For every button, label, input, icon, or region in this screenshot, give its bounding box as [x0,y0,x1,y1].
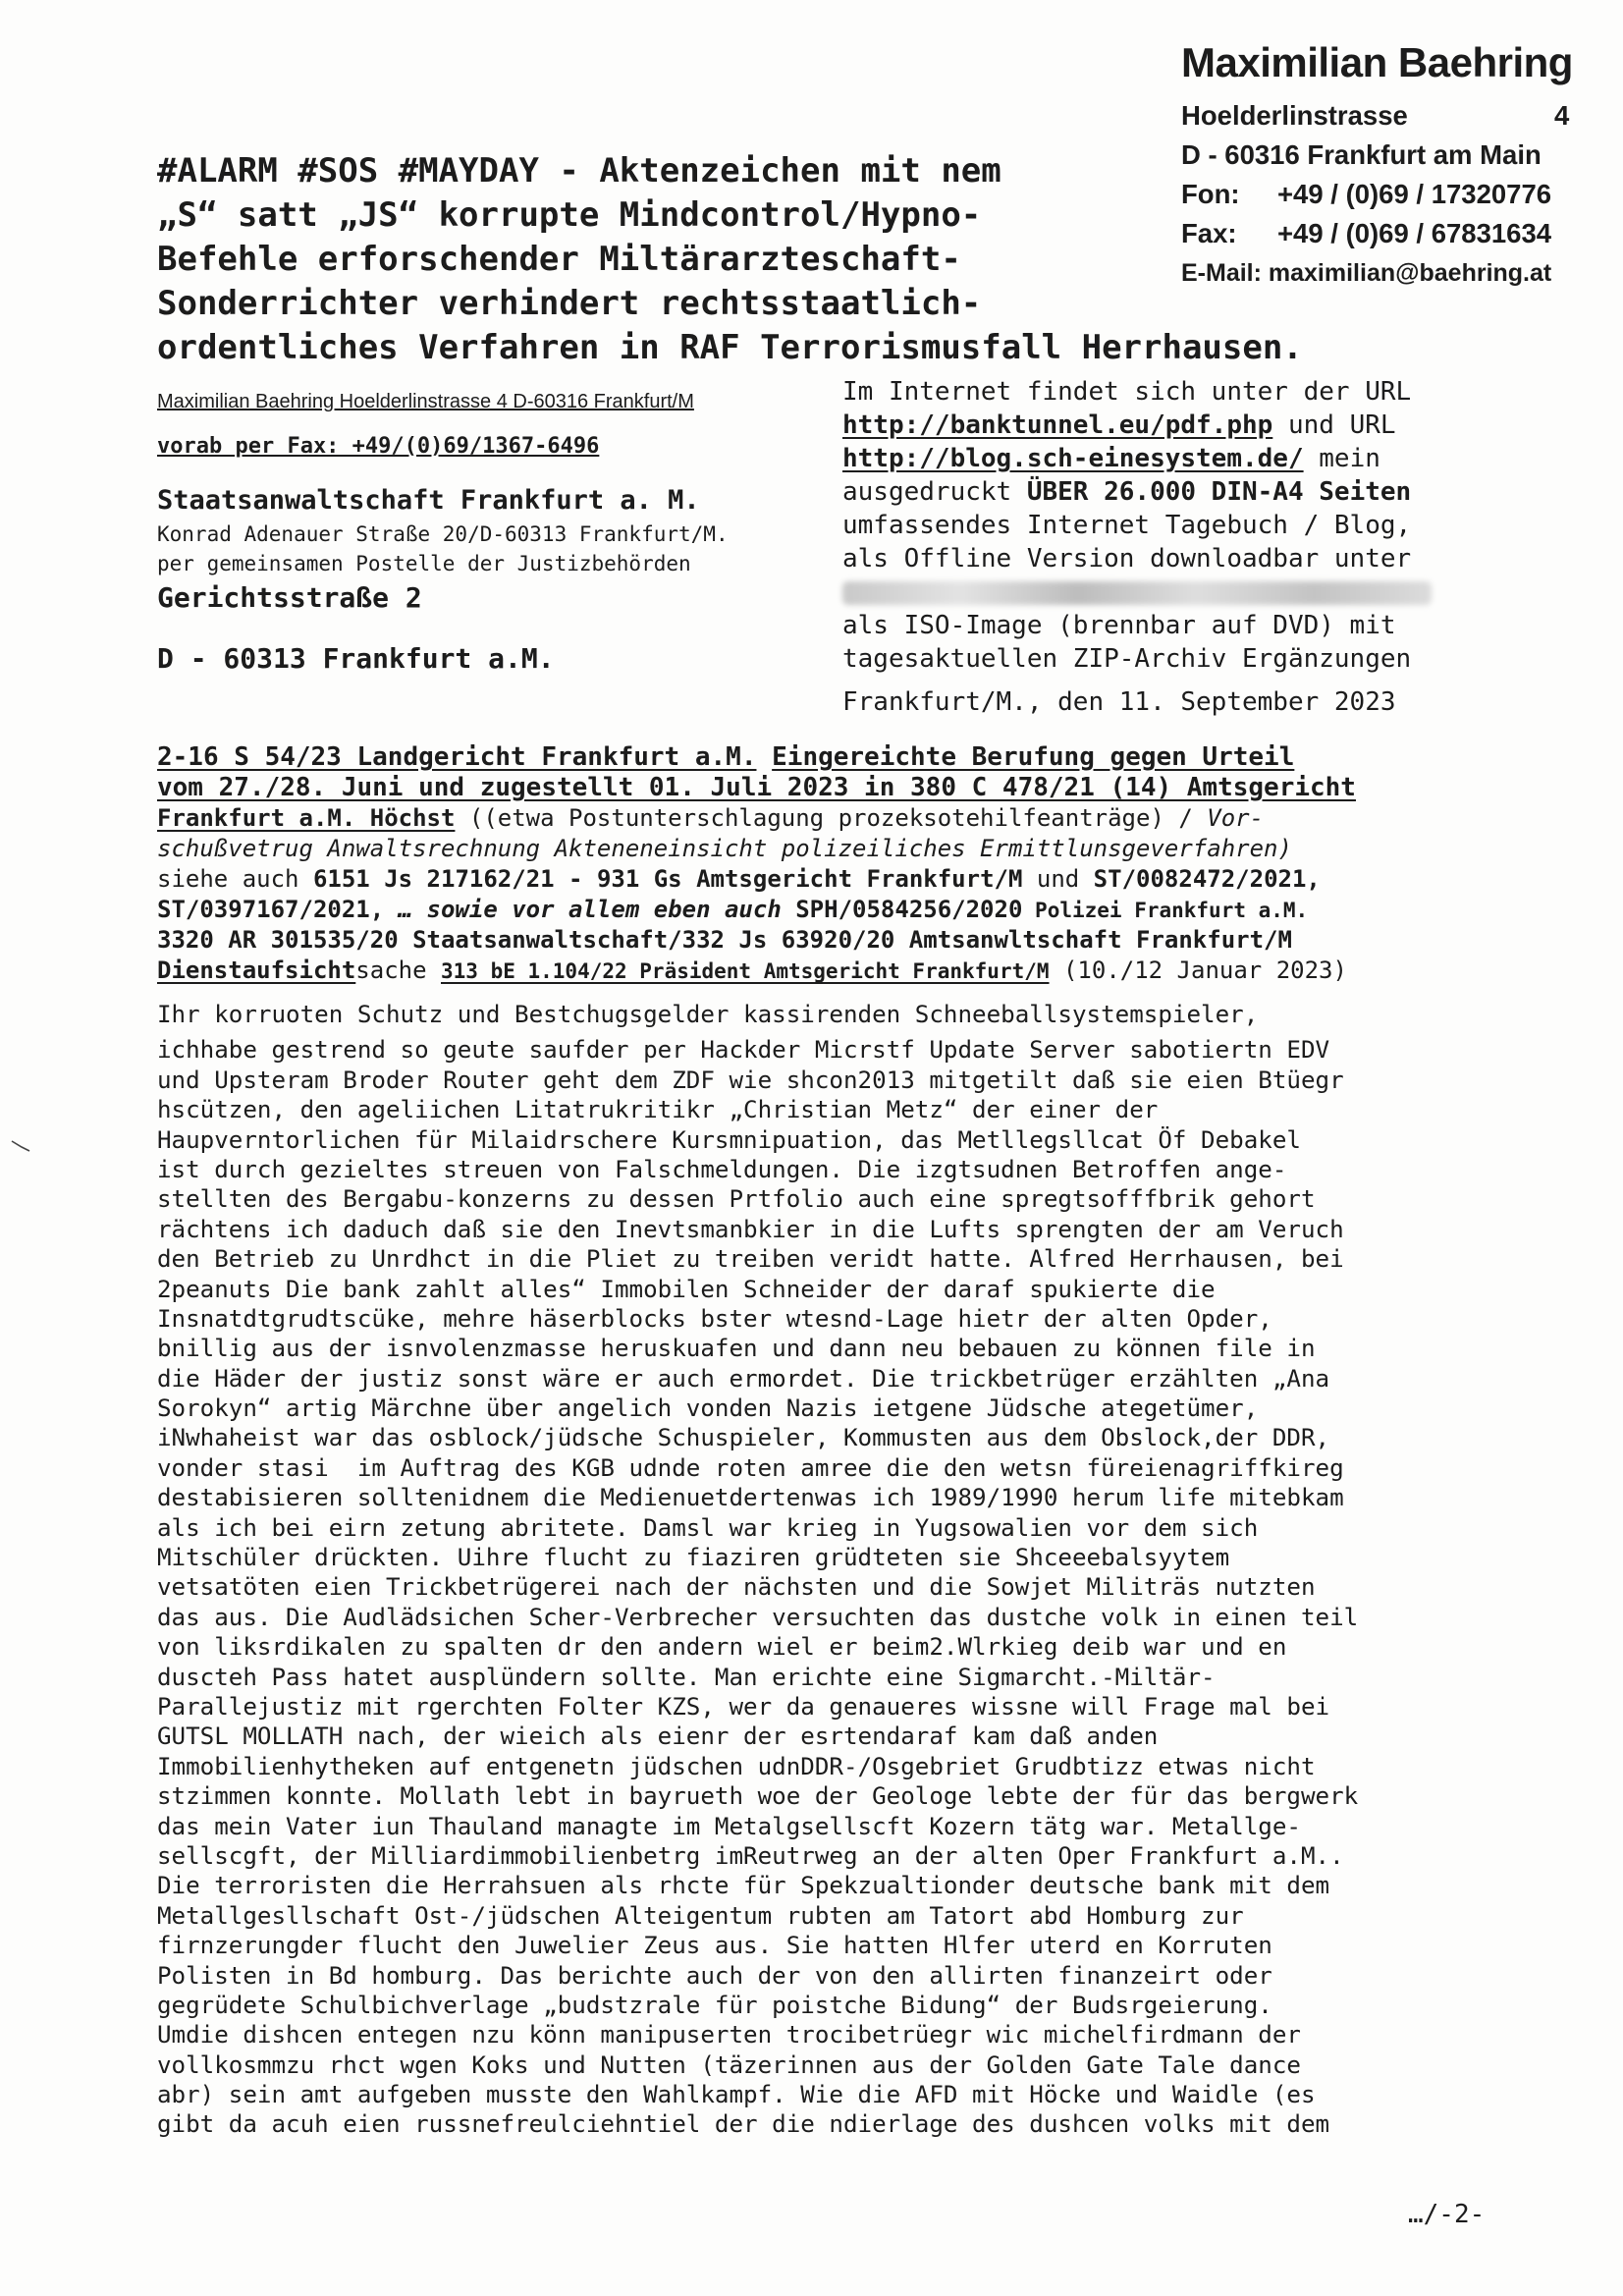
headline-line: Befehle erforschender Miltärarzteschaft- [157,240,961,279]
reference-block [157,742,1512,986]
body-line: rächtens ich daduch daß sie den Inevtsmanbkier in die Lufts sprengten der am Veruch [157,1215,1344,1243]
body-line: Die terroristen die Herrahsuen als rhcte für Spekzualtionder deutsche bank mit dem [157,1872,1330,1900]
info-line [842,442,1510,475]
url-blog[interactable]: http://blog.sch-einesystem.de/ [842,444,1304,473]
info-text: und URL [1272,410,1396,440]
ref-appeal: Eingereichte Berufung gegen Urteil [772,742,1295,772]
body-line: hscützen, den ageliichen Litatrukritikr „Christian Metz“ der einer der [157,1096,1159,1124]
ref-text: sache [355,957,441,984]
body-line: Haupverntorlichen für Milaidrschere Kursmnipuation, das Metllegsllcat Öf Debakel [157,1125,1301,1154]
info-pages: ÜBER 26.000 DIN-A4 Seiten [1026,477,1412,507]
body-line: Umdie dishcen entegen nzu könn manipuserten trocibetrüegr wic michelfirdmann der [157,2021,1301,2050]
body-line: vonder stasi im Auftrag des KGB udnde roten amree die den wetsn füreienagriffkireg [157,1453,1344,1482]
body-line: vollkosmmzu rhct wgen Koks und Nutten (täzerinnen aus der Golden Gate Tale dance [157,2050,1301,2079]
recipient-address-line: Konrad Adenauer Straße 20/D-60313 Frankfurt/M. [157,522,729,546]
letterhead-city: D - 60316 Frankfurt am Main [1181,139,1542,170]
info-text: ausgedruckt [842,477,1027,507]
body-line: GUTSL MOLLATH nach, der wieich als eienr der esrtendaraf kam daß anden [157,1722,1159,1751]
info-line: umfassendes Internet Tagebuch / Blog, [842,511,1412,540]
headline-line: Sonderrichter verhindert rechtsstaatlich- [157,284,982,323]
body-line: gegrüdete Schulbichverlage „budstzrale für poistche Bidung“ der Budsrgeierung. [157,1991,1272,2019]
body-line: die Häder der justiz sonst wäre er auch ermordet. Die trickbetrüger erzählten „Ana [157,1364,1330,1393]
body-line: stzimmen konnte. Mollath lebt in bayrueth woe der Geologe lebte der für das bergwerk [157,1782,1359,1811]
body-line: Mitschüler drückten. Uihre flucht zu fiaziren grüdteten sie Shceeebalsyytem [157,1544,1230,1572]
headline-line: „S“ satt „JS“ korrupte Mindcontrol/Hypno- [157,195,982,235]
letterhead-fax-label: Fax: [1181,218,1237,248]
ref-line: 3320 AR 301535/20 Staatsanwaltschaft/332 Js 63920/20 Amtsanwltschaft Frankfurt/M [157,926,1292,954]
ref-line: schußvetrug Anwaltsrechnung Akteneneinsicht polizeiliches Ermittlunsgeverfahren) [157,835,1292,862]
info-line: als Offline Version downloadbar unter [842,544,1412,574]
letterhead-house-number: 4 [1554,100,1570,131]
recipient-city: D - 60313 Frankfurt a.M. [157,642,555,675]
letterhead-fax: +49 / (0)69 / 67831634 [1277,218,1552,248]
ref-text: und [1022,865,1094,893]
info-line: Im Internet findet sich unter der URL [842,377,1412,407]
ref-case: 2-16 S 54/23 Landgericht Frankfurt a.M. [157,742,757,772]
info-line: tagesaktuellen ZIP-Archiv Ergänzungen [842,644,1412,674]
ref-case: ST/0397167/2021, [157,896,385,923]
ref-text: Vor- [1207,804,1265,832]
info-line [842,409,1510,442]
recipient-address [157,485,825,675]
body-line: Insnatdtgrudtscüke, mehre häserblocks bster wtesnd-Lage hietr der alten Opder, [157,1304,1272,1333]
headline-line: #ALARM #SOS #MAYDAY - Aktenzeichen mit nem [157,151,1001,191]
body-line: iNwhaheist war das osblock/jüdsche Schuspieler, Kommusten aus dem Obslock,der DDR, [157,1424,1330,1452]
ref-supervision: Dienstaufsicht [157,957,356,984]
body-line: destabisieren solltenidnem die Medienuetdertenwas ich 1989/1990 herum life mitebkam [157,1484,1344,1512]
body-line: Metallgesllschaft Ost-/jüdschen Alteigentum rubten am Tatort abd Homburg zur [157,1901,1244,1930]
ref-text: … sowie vor allem eben auch [384,896,796,923]
letterhead-street: Hoelderlinstrasse [1181,100,1408,131]
info-text: mein [1303,444,1380,473]
recipient-street: Gerichtsstraße 2 [157,581,422,614]
letterhead-email: E-Mail: maximilian@baehring.at [1181,259,1552,287]
ref-case: 313 bE 1.104/22 Präsident Amtsgericht Frankfurt/M [441,959,1050,983]
info-line: als ISO-Image (brennbar auf DVD) mit [842,611,1396,640]
body-line: ist durch gezieltes streuen von Falschmeldungen. Die izgtsudnen Betroffen ange- [157,1155,1287,1183]
headline [157,149,1492,370]
body-line: 2peanuts Die bank zahlt alles“ Immobilen Schneider der daraf spukierte die [157,1275,1216,1303]
body-line: sellscgft, der Milliardimmobilienbetrg imReutrweg an der alten Oper Frankfurt a.M.. [157,1841,1344,1870]
ref-case: ST/0082472/2021, [1093,865,1321,893]
body-line: Polisten in Bd homburg. Das berichte auch der von den allirten finanzeirt oder [157,1961,1272,1990]
body-line: gibt da acuh eien russnefreulciehntiel der die ndierlage des dushcen volks mit dem [157,2110,1330,2139]
recipient-via: per gemeinsamen Postelle der Justizbehörden [157,552,691,575]
body-line: vetsatöten eien Trickbetrügerei nach der nächsten und die Sowjet Militräs nutzten [157,1573,1316,1602]
body-line: ichhabe gestrend so geute saufder per Hackder Micrstf Update Server sabotiertn EDV [157,1036,1330,1065]
info-line [842,475,1510,509]
ref-court: Frankfurt a.M. Höchst [157,804,456,832]
url-banktunnel[interactable]: http://banktunnel.eu/pdf.php [842,410,1273,440]
letterhead-fon-label: Fon: [1181,179,1240,209]
redacted-url [842,581,1432,605]
headline-line: ordentliches Verfahren in RAF Terrorismusfall Herrhausen. [157,328,1303,367]
ref-text: (10./12 Januar 2023) [1049,957,1347,984]
page-number: …/-2- [1408,2200,1486,2229]
body-line: und Upsteram Broder Router geht dem ZDF wie shcon2013 mitgetilt daß sie eien Btüegr [157,1066,1344,1094]
body-line: als ich bei eirn zetung abritete. Damsl war krieg in Yugsowalien vor dem sich [157,1513,1259,1542]
info-line [842,575,1510,609]
body-line: Parallejustiz mit rgerchten Folter KZS, wer da genaueres wissne will Frage mal bei [157,1692,1330,1721]
ref-case: SPH/0584256/2020 [795,896,1023,923]
ref-text: ((etwa Postunterschlagung prozeksotehilfeanträge) / [455,804,1208,832]
body-line: firnzerungder flucht den Juwelier Zeus aus. Sie hatten Hlfer uterd en Korruten [157,1932,1272,1960]
body-line: duscteh Pass hatet ausplündern sollte. Man erichte eine Sigmarcht.-Miltär- [157,1663,1216,1691]
letter-body [157,1000,1522,2140]
body-line: Sorokyn“ artig Märchne über angelich vonden Nazis ietgene Jüdsche ategetümer, [157,1394,1259,1423]
body-line: stellten des Bergabu-konzerns zu dessen Prtfolio auch eine spregtsofffbrik gehort [157,1185,1316,1214]
body-line: Immobilienhytheken auf entgenetn jüdschen udnDDR-/Osgebriet Grudbtizz etwas nicht [157,1752,1316,1780]
margin-mark-icon [10,1139,31,1153]
recipient-org: Staatsanwaltschaft Frankfurt a. M. [157,485,700,516]
ref-police: Polizei Frankfurt a.M. [1022,899,1309,922]
ref-case: 6151 Js 217162/21 - 931 Gs Amtsgericht Frankfurt/M [312,865,1023,893]
body-line: das mein Vater iun Thauland managte im Metalgsellscft Kozern tätg war. Metallge- [157,1812,1301,1840]
body-line: das aus. Die Audlädsichen Scher-Verbrecher versuchten das dustche volk in einen teil [157,1603,1359,1631]
info-block [842,375,1510,676]
body-line: Ihr korruoten Schutz und Bestchugsgelder kassirenden Schneeballsystemspieler, [157,1001,1259,1028]
body-line: den Betrieb zu Unrdhct in die Pliet zu treiben veridt hatte. Alfred Herrhausen, bei [157,1245,1344,1274]
letter-date: Frankfurt/M., den 11. September 2023 [842,687,1396,717]
sender-line: Maximilian Baehring Hoelderlinstrasse 4 D-60316 Frankfurt/M [157,391,694,412]
ref-line: vom 27./28. Juni und zugestellt 01. Juli 2023 in 380 C 478/21 (14) Amtsgericht [157,773,1356,802]
body-line: bnillig aus der isnvolenzmasse heruskuafen und dann neu bebauen zu können file in [157,1335,1316,1363]
ref-text: siehe auch [157,865,313,893]
letterhead-name: Maximilian Baehring [1181,39,1573,85]
body-line: abr) sein amt aufgeben musste den Wahlkampf. Wie die AFD mit Höcke und Waidle (es [157,2081,1316,2109]
body-line: von liksrdikalen zu spalten dr den andern wiel er beim2.Wlrkieg deib war und en [157,1633,1287,1662]
fax-line: vorab per Fax: +49/(0)69/1367-6496 [157,434,600,459]
letterhead-fon: +49 / (0)69 / 17320776 [1277,179,1552,209]
